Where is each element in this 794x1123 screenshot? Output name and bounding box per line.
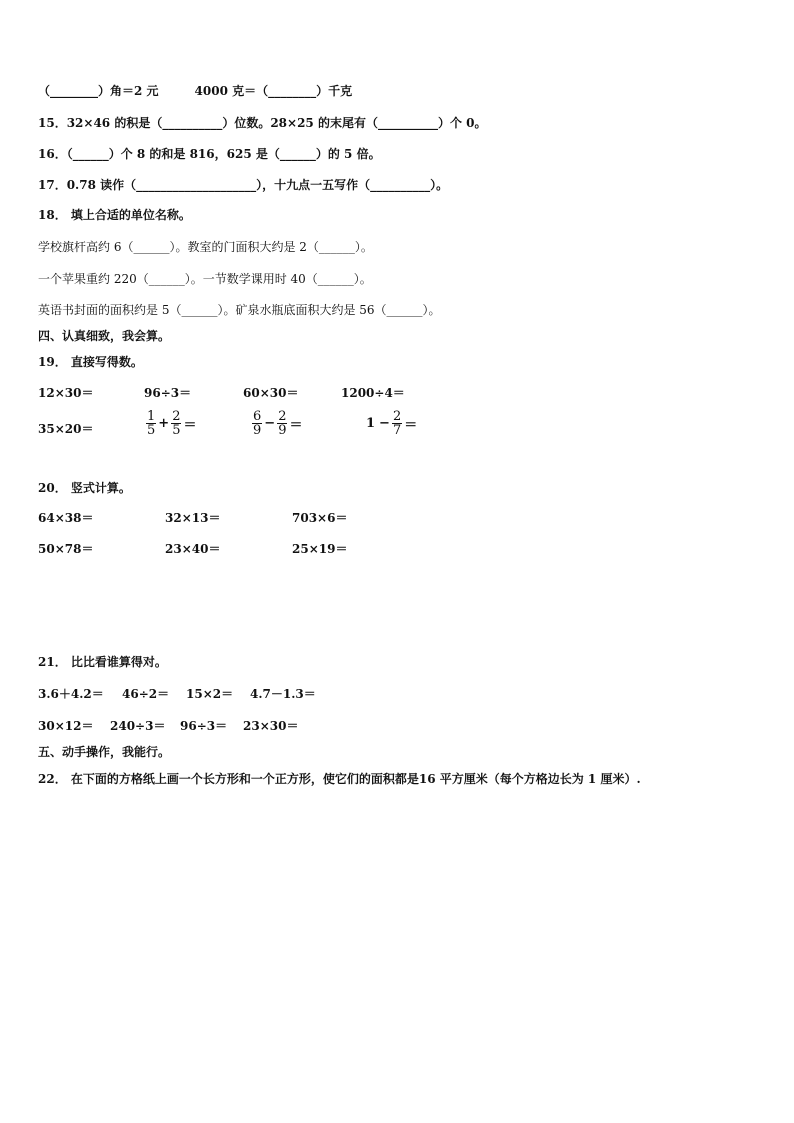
q19-fraction-expression-3: 1 − $\frac{2}{7}$ ＝ [366, 409, 418, 438]
question-18-line-b: 一个苹果重约 220（______）。一节数学课用时 40（______）。 [38, 272, 372, 286]
q19-item: 35×20＝ [38, 422, 94, 436]
q21-item: 15×2＝ [186, 687, 234, 701]
question-20: 20． 竖式计算。 [38, 481, 131, 495]
q20-item: 703×6＝ [292, 511, 348, 525]
q21-item: 96÷3＝ [180, 719, 228, 733]
fraction: $\frac{2}{5}$ [172, 409, 181, 438]
q21-item: 30×12＝ [38, 719, 94, 733]
question-18-line-c: 英语书封面的面积约是 5（______）。矿泉水瓶底面积大约是 56（______）。 [38, 303, 441, 317]
fill-line-units: （________）角＝2 元 4000 克＝（________）千克 [38, 84, 353, 98]
q21-item: 240÷3＝ [110, 719, 166, 733]
question-18: 18． 填上合适的单位名称。 [38, 208, 191, 222]
q19-item: 96÷3＝ [144, 386, 192, 400]
fraction: $\frac{2}{7}$ [392, 409, 402, 438]
q20-item: 50×78＝ [38, 542, 94, 556]
section-5-heading: 五、动手操作，我能行。 [38, 745, 171, 759]
q21-item: 3.6＋4.2＝ [38, 687, 104, 701]
q20-item: 23×40＝ [165, 542, 221, 556]
q19-item: 1200÷4＝ [341, 386, 405, 400]
q20-item: 25×19＝ [292, 542, 348, 556]
fraction: $\frac{6}{9}$ [253, 409, 262, 438]
question-22: 22． 在下面的方格纸上画一个长方形和一个正方形，使它们的面积都是16 平方厘米（每个方格边长为 1 厘米）. [38, 772, 641, 786]
q21-item: 23×30＝ [243, 719, 299, 733]
question-16: 16．（______）个 8 的和是 816，625 是（______）的 5 倍。 [38, 147, 381, 161]
q19-item: 60×30＝ [243, 386, 299, 400]
q20-item: 32×13＝ [165, 511, 221, 525]
fraction: $\frac{2}{9}$ [278, 409, 287, 438]
question-19: 19． 直接写得数。 [38, 355, 143, 369]
question-21: 21． 比比看谁算得对。 [38, 655, 167, 669]
section-4-heading: 四、认真细致，我会算。 [38, 329, 171, 343]
q19-fraction-expression-2: $\frac{6}{9}$ − $\frac{2}{9}$ ＝ [253, 409, 303, 438]
q19-fraction-expression-1: $\frac{1}{5}$ + $\frac{2}{5}$ ＝ [147, 409, 197, 438]
question-15: 15．32×46 的积是（__________）位数。28×25 的末尾有（__________）个 0。 [38, 116, 487, 130]
q19-item: 12×30＝ [38, 386, 94, 400]
fraction: $\frac{1}{5}$ [147, 409, 156, 438]
question-18-line-a: 学校旗杆高约 6（______）。教室的门面积大约是 2（______）。 [38, 240, 373, 254]
question-17: 17．0.78 读作（____________________），十九点一五写作（__________）。 [38, 178, 449, 192]
q20-item: 64×38＝ [38, 511, 94, 525]
q21-item: 46÷2＝ [122, 687, 170, 701]
q21-item: 4.7－1.3＝ [250, 687, 316, 701]
